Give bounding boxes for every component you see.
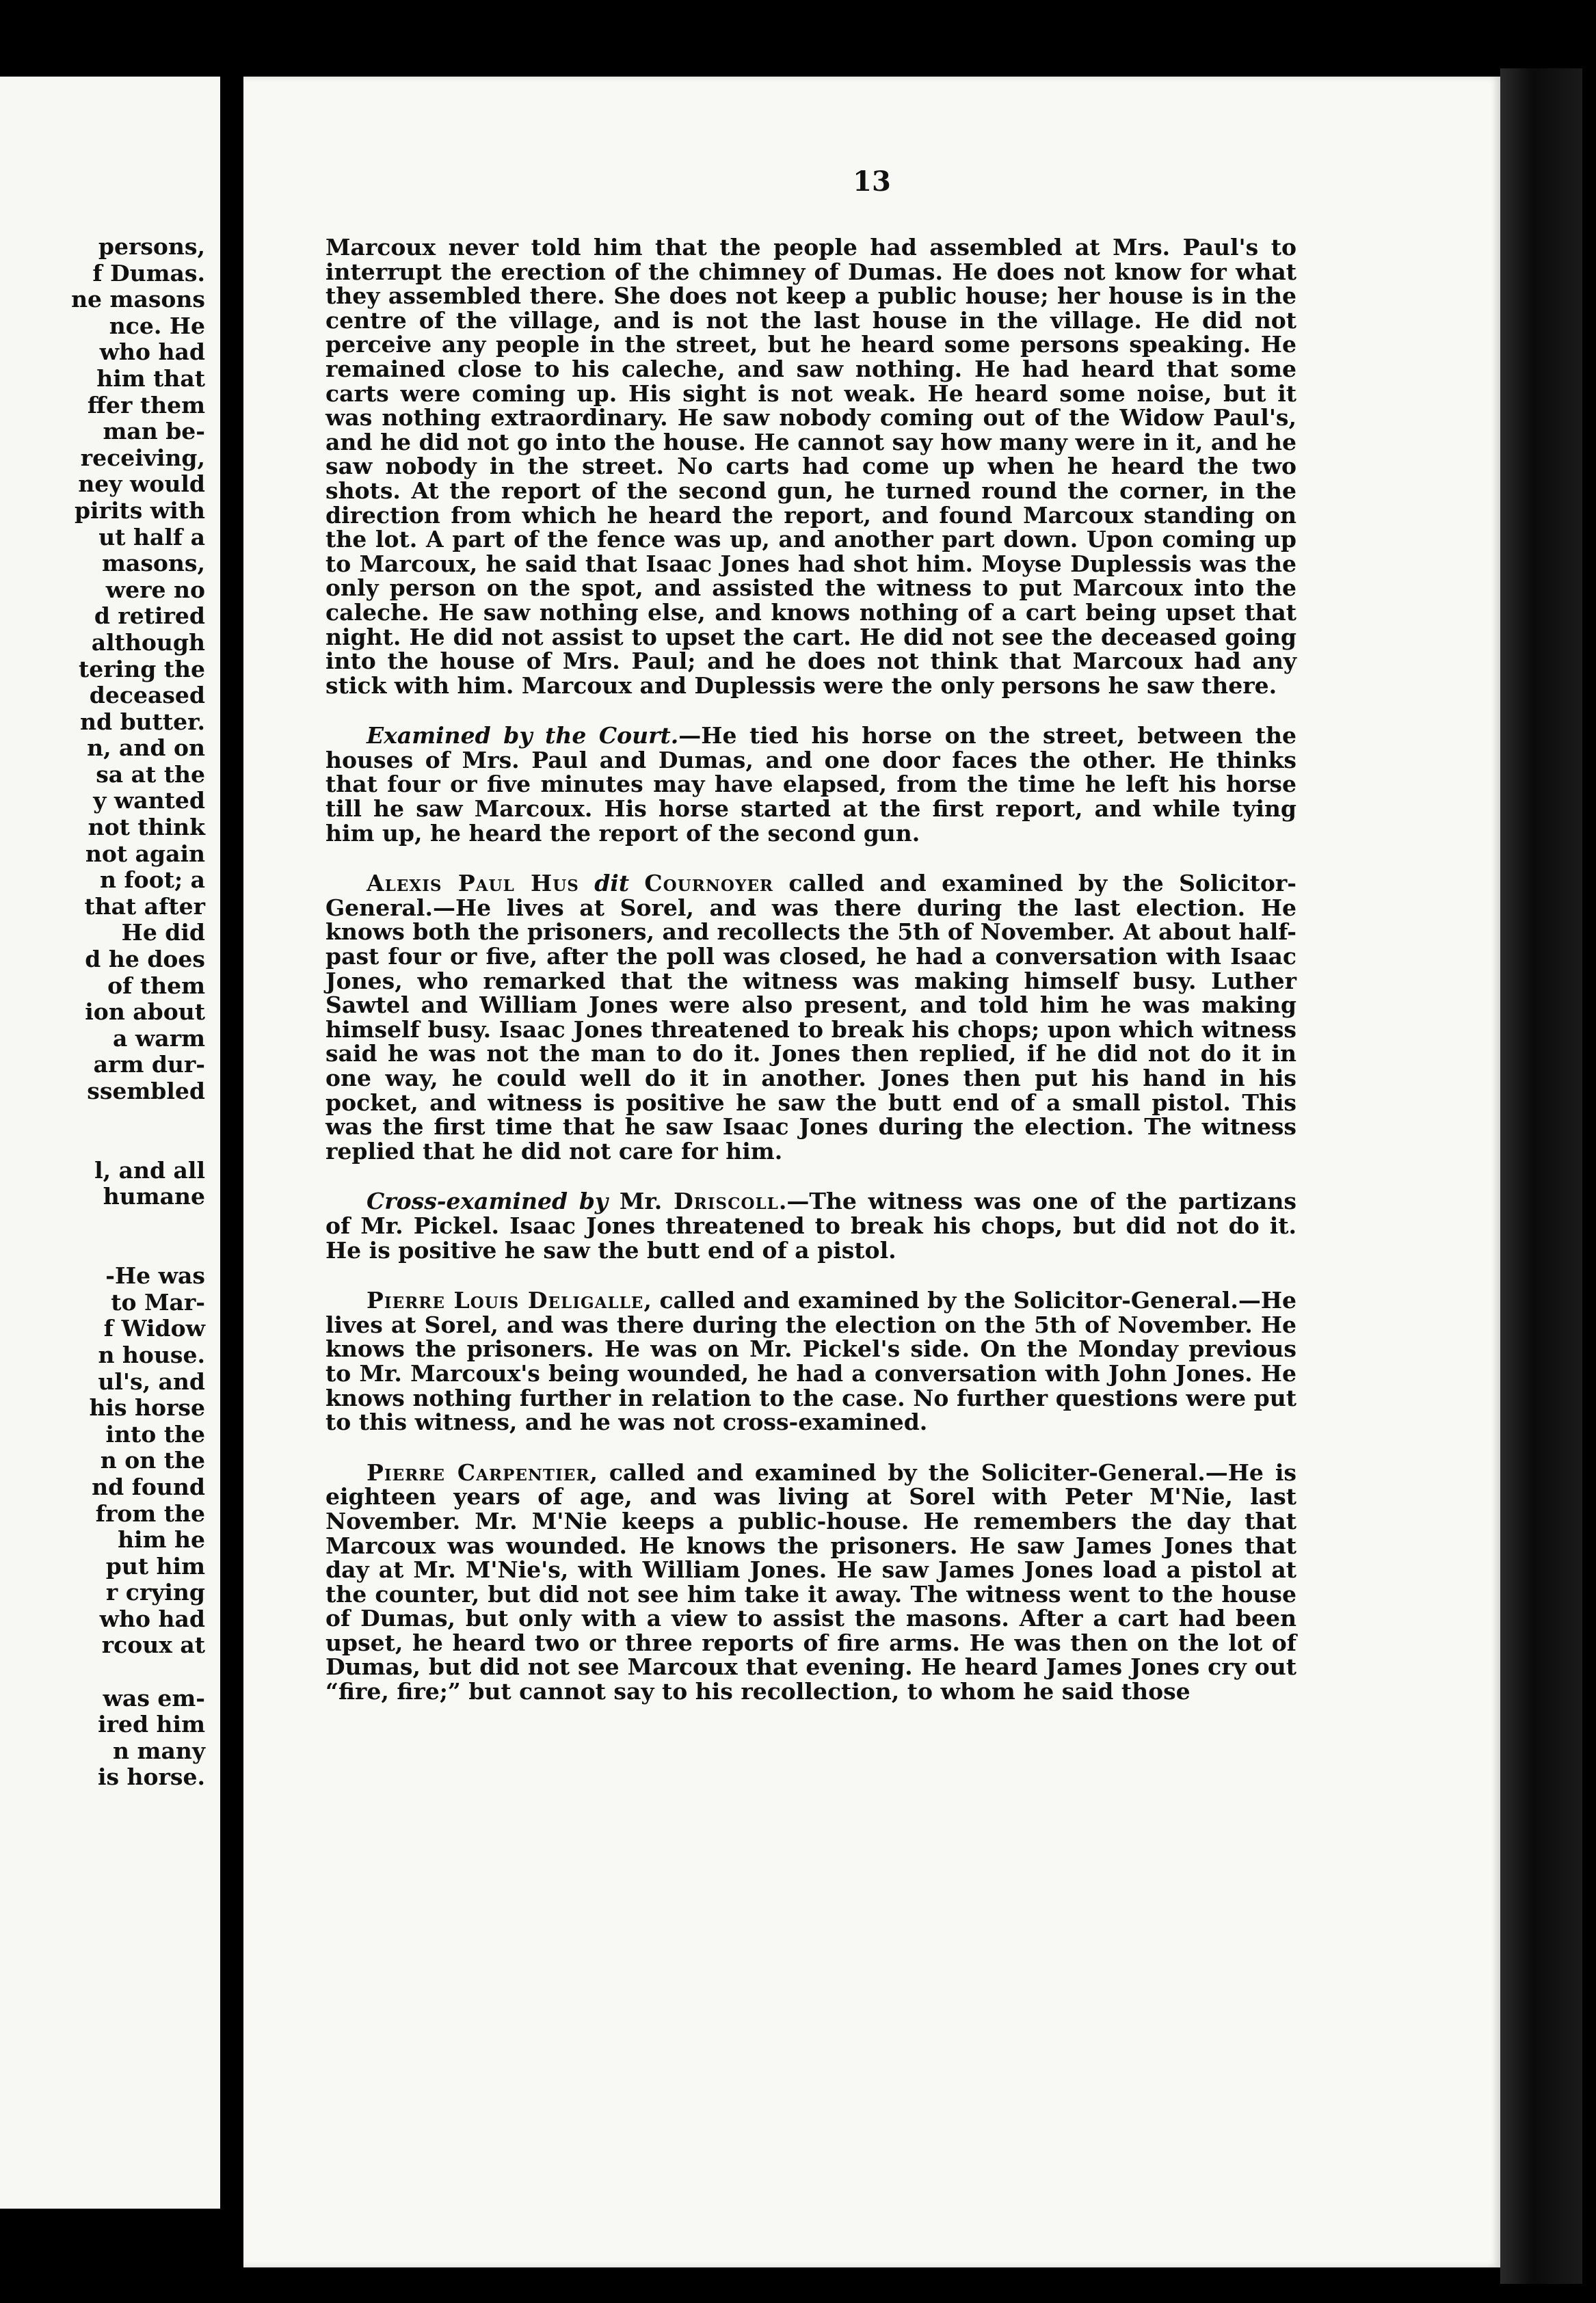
left-page-fragment: r crying <box>105 1579 205 1606</box>
left-page-fragment: nce. He <box>109 312 205 339</box>
left-page-fragment: He did <box>121 919 205 946</box>
left-page-fragment: n many <box>113 1737 205 1764</box>
left-page-fragment: ssembled <box>87 1078 205 1104</box>
paragraph-text: Marcoux never told him that the people had assembled at Mrs. Paul's to interrupt the erection of the chimney of Dumas. He does not know for what they assembled there. She does not keep a public house; her house is in the centre of the village, and is not the last house in the village. He did not perceive any people in the street, but he heard some persons speaking. He remained close to his caleche, and saw nothing. He had heard that some carts were coming up. His sight is not weak. He heard some noise, but it was nothing extraordinary. He saw nobody coming out of the Widow Paul's, and he did not go into the house. He cannot say how many were in it, and he saw nobody in the street. No carts had come up when he heard the two shots. At the report of the second gun, he turned round the corner, in the direction from which he heard the report, and found Marcoux standing on the lot. A part of the fence was up, and another part down. Upon coming up to Marcoux, he said that Isaac Jones had shot him. Moyse Duplessis was the only person on the spot, and assisted the witness to put Marcoux into the caleche. He saw nothing else, and knows nothing of a cart being upset that night. He did not assist to upset the cart. He did not see the deceased going into the house of Mrs. Paul; and he does not think that Marcoux had any stick with him. Marcoux and Duplessis were the only persons he saw there. <box>325 234 1296 699</box>
left-page-fragment: n house. <box>98 1341 205 1368</box>
left-page-fragment: n on the <box>100 1447 205 1474</box>
left-page-fragment: nd butter. <box>80 708 205 735</box>
left-page-fragment: masons, <box>102 550 205 577</box>
left-page-fragment: persons, <box>98 233 205 260</box>
left-page-fragment: humane <box>103 1183 205 1210</box>
left-page-fragment: arm dur- <box>93 1051 205 1078</box>
left-page-fragment: who had <box>99 1605 205 1632</box>
paragraph-text: called and examined by the Solicitor-General.—He lives at Sorel, and was there during the last election. He knows both the prisoners, and recollects the 5th of November. At about half-past four or five, after the poll was closed, he had a conversation with Isaac Jones, who remarked that the witness was making himself busy. Luther Sawtel and William Jones were also present, and told him he was making himself busy. Isaac Jones threatened to break his chops; upon which witness said he was not the man to do it. Jones then replied, if he did not do it in one way, he could well do it in another. Jones then put his hand in his pocket, and witness is positive he saw the butt end of a small pistol. This was the first time that he saw Isaac Jones during the election. The witness replied that he did not care for him. <box>325 870 1296 1164</box>
witness-name: Alexis Paul Hus <box>367 870 579 897</box>
witness-name: Pierre Louis Deligalle <box>367 1287 644 1314</box>
left-page-fragment: l, and all <box>94 1156 205 1184</box>
left-page-fragment: although <box>91 628 205 656</box>
left-page-fragment: was em- <box>103 1684 205 1712</box>
paragraph-text: , called and examined by the Soliciter-General.—He is eighteen years of age, and was living at Sorel with Peter M'Nie, last November. Mr. M'Nie keeps a public-house. He remembers the day that Marcoux was wounded. He knows the prisoners. He saw James Jones that day at Mr. M'Nie's, with William Jones. He saw James Jones load a pistol at the counter, but did not see him take it away. The witness went to the house of Dumas, but only with a view to assist the masons. After a cart had been upset, he heard two or three reports of fire arms. He was then on the lot of Dumas, but did not see Marcoux that evening. He heard James Jones cry out “fire, fire;” but cannot say to his recollection, to whom he said those <box>325 1459 1296 1705</box>
paragraph-text: , called and examined by the Solicitor-General.—He lives at Sorel, and was there during the election on the 5th of November. He knows the prisoners. He was on Mr. Pickel's side. On the Monday previous to Mr. Marcoux's being wounded, he had a conversation with John Jones. He knows nothing further in relation to the case. No further questions were put to this witness, and he was not cross-examined. <box>325 1287 1296 1436</box>
left-page-fragment: pirits with <box>74 496 205 524</box>
left-page-fragment: who had <box>99 338 205 366</box>
left-page-fragment: that after <box>84 892 205 920</box>
left-page-fragment <box>0 1659 205 1686</box>
paragraph-6 <box>325 1461 1296 1704</box>
left-page-fragment: into the <box>105 1420 205 1448</box>
paragraph-lead: Cross-examined by <box>367 1188 609 1215</box>
left-page-fragment: ney would <box>78 470 205 498</box>
left-page-fragment: of them <box>107 972 205 999</box>
left-page-fragment: man be- <box>103 418 205 445</box>
left-page-fragment: d retired <box>94 602 205 630</box>
book-spine-edge <box>1500 68 1582 2284</box>
left-page-fragment: d he does <box>85 946 205 973</box>
left-page-fragment: him that <box>96 364 205 392</box>
left-page-fragment: ne masons <box>71 286 205 313</box>
left-page-fragment: rcoux at <box>101 1632 205 1659</box>
paragraph-5 <box>325 1288 1296 1435</box>
left-page-fragment: deceased <box>89 682 205 709</box>
left-page-fragment: n, and on <box>87 734 205 762</box>
left-page-fragment: not think <box>88 814 205 841</box>
left-page-fragment: ffer them <box>87 391 205 418</box>
left-page-fragment: put him <box>105 1552 205 1580</box>
left-page-fragment <box>0 1237 205 1264</box>
left-page-fragment: y wanted <box>93 787 205 814</box>
paragraph-2 <box>325 723 1296 845</box>
paragraph-3 <box>325 871 1296 1163</box>
left-page-fragment: n foot; a <box>100 866 205 894</box>
left-page-fragment: is horse. <box>97 1763 205 1791</box>
witness-name-dit: dit <box>594 870 630 897</box>
left-page-fragment: nd found <box>92 1473 205 1500</box>
left-page-fragment: sa at the <box>96 760 205 788</box>
left-page-fragment: ut half a <box>98 523 205 550</box>
witness-name-surname: Cournoyer <box>644 870 774 897</box>
left-page-fragment: to Mar- <box>111 1288 205 1316</box>
left-page-fragment <box>0 1131 205 1158</box>
left-facing-page <box>0 77 220 2209</box>
left-page-fragment: him he <box>118 1526 205 1554</box>
paragraph-lead: Examined by the Court. <box>367 722 679 749</box>
left-page-fragment: ul's, and <box>98 1368 205 1395</box>
left-page-fragment: ion about <box>85 998 205 1026</box>
main-page <box>243 77 1500 2267</box>
left-page-fragment: his horse <box>89 1394 205 1422</box>
paragraph-text: .—The witness was one of the partizans of Mr. Pickel. Isaac Jones threatened to break his chops, but did not do it. He is positive he saw the butt end of a pistol. <box>325 1188 1297 1264</box>
paragraph-lead-plain: Mr. <box>608 1188 674 1215</box>
left-page-fragment: were no <box>105 576 205 603</box>
left-page-text-fragments <box>0 234 205 1791</box>
paragraph-4 <box>325 1189 1296 1262</box>
left-page-fragment: receiving, <box>80 444 205 471</box>
left-page-fragment: tering the <box>79 655 205 682</box>
page-body <box>325 235 1296 1730</box>
left-page-fragment: f Widow <box>103 1315 205 1342</box>
left-page-fragment <box>0 1105 205 1132</box>
left-page-fragment: f Dumas. <box>92 259 205 287</box>
left-page-fragment: from the <box>95 1500 205 1527</box>
page-number: 13 <box>853 165 891 198</box>
left-page-fragment: a warm <box>113 1024 205 1052</box>
left-page-fragment: ired him <box>98 1711 205 1738</box>
left-page-fragment: -He was <box>105 1262 205 1290</box>
witness-name: Pierre Carpentier <box>367 1459 590 1486</box>
counsel-name: Driscoll <box>674 1188 779 1215</box>
paragraph-text: —He tied his horse on the street, between the houses of Mrs. Paul and Dumas, and one door faces the other. He thinks that four or five minutes may have elapsed, from the time he left his horse till he saw Marcoux. His horse started at the first report, and while tying him up, he heard the report of the second gun. <box>325 722 1297 847</box>
left-page-fragment: not again <box>85 840 205 867</box>
left-page-fragment <box>0 1210 205 1237</box>
paragraph-1 <box>325 235 1296 697</box>
